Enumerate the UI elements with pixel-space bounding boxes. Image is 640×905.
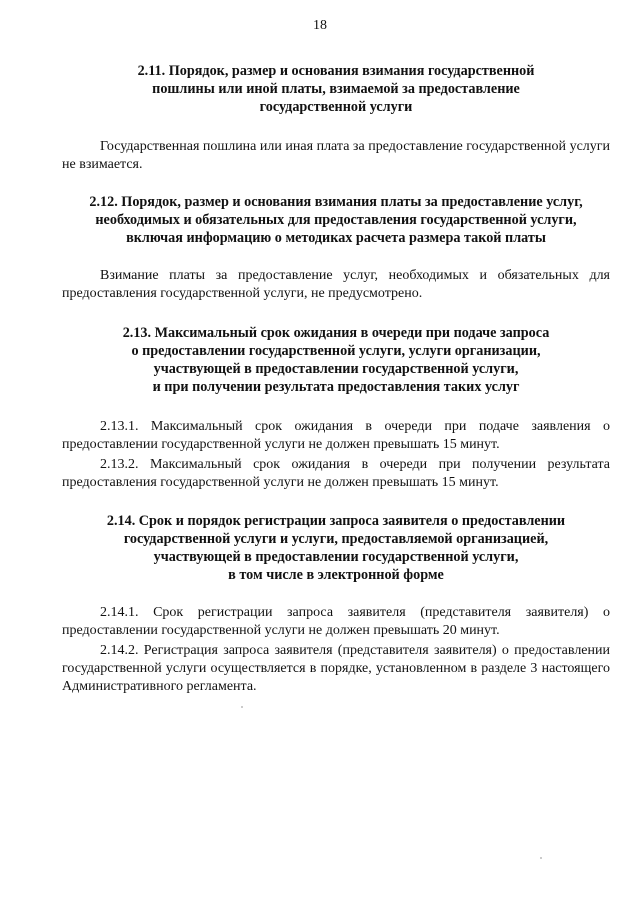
heading-line: 2.13. Максимальный срок ожидания в очереди при подаче запроса [122,325,550,341]
paragraph-2-14-1: 2.14.1. Срок регистрации запроса заявителя (представителя заявителя) о предоставлении государственной услуги не должен превышать 20 минут. [62,605,610,638]
heading-line: участвующей в предоставлении государственной услуги, [153,549,519,565]
heading-line: государственной услуги и услуги, предоставляемой организацией, [123,531,549,547]
paragraph-2-13-2: 2.13.2. Максимальный срок ожидания в очереди при получении результата предоставления государственной услуги не должен превышать 15 минут. [62,457,610,490]
paragraph-2-12: Взимание платы за предоставление услуг, необходимых и обязательных для предоставления государственной услуги, не предусмотрено. [62,268,610,301]
heading-line: включая информацию о методиках расчета размера такой платы [126,230,546,246]
heading-line: 2.14. Срок и порядок регистрации запроса заявителя о предоставлении [106,513,566,529]
heading-line: о предоставлении государственной услуги, услуги организации, [131,343,541,359]
section-heading-2-14 [62,512,610,584]
heading-line: участвующей в предоставлении государственной услуги, [153,361,519,377]
paragraph-2-13-1: 2.13.1. Максимальный срок ожидания в очереди при подаче заявления о предоставлении государственной услуги не должен превышать 15 минут. [62,419,610,452]
heading-line: государственной услуги [259,99,413,115]
page-number: 18 [313,18,327,33]
heading-line: 2.11. Порядок, размер и основания взимания государственной [137,63,535,79]
document-body [62,62,610,696]
paragraph-2-11: Государственная пошлина или иная плата за предоставление государственной услуги не взимается. [62,139,610,172]
heading-line: 2.12. Порядок, размер и основания взимания платы за предоставление услуг, [89,194,583,210]
heading-line: в том числе в электронной форме [228,567,444,583]
heading-line: и при получении результата предоставления таких услуг [152,379,520,395]
heading-line: необходимых и обязательных для предоставления государственной услуги, [95,212,577,228]
paragraph-2-14-2: 2.14.2. Регистрация запроса заявителя (представителя заявителя) о предоставлении государственной услуги осуществляется в порядке, установленном в разделе 3 настоящего Административного регламента. [62,643,610,694]
section-heading-2-12 [62,193,610,247]
heading-line: пошлины или иной платы, взимаемой за предоставление [152,81,520,97]
section-heading-2-13 [62,324,610,396]
section-heading-2-11 [62,62,610,116]
scan-speck [540,857,542,859]
scan-speck [241,706,243,708]
